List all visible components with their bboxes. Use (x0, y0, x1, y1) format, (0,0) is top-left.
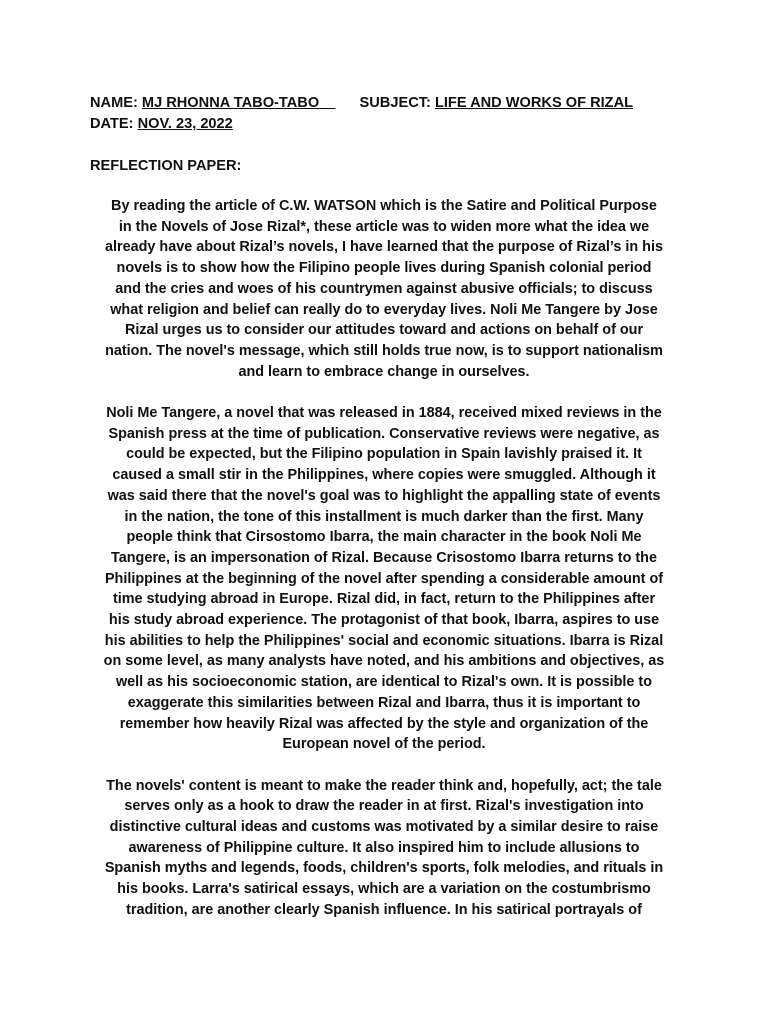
name-subject-line (90, 93, 678, 114)
text-line: his study abroad experience. The protagonist of that book, Ibarra, aspires to use (108, 612, 660, 629)
text-line: Noli Me Tangere, a novel that was released in 1884, received mixed reviews in the (106, 405, 662, 422)
paragraph-1 (90, 196, 678, 382)
text-line: and the cries and woes of his countrymen against abusive officials; to discuss (115, 280, 653, 297)
text-line: Tangere, is an impersonation of Rizal. Because Crisostomo Ibarra returns to the (111, 549, 657, 566)
text-line: was said there that the novel's goal was to highlight the appalling state of events (107, 487, 661, 504)
text-line: Spanish myths and legends, foods, children's sports, folk melodies, and rituals in (104, 860, 664, 877)
text-line: people think that Cirsostomo Ibarra, the main character in the book Noli Me (126, 529, 642, 546)
text-line: well as his socioeconomic station, are identical to Rizal's own. It is possible to (115, 674, 652, 691)
text-line: The novels' content is meant to make the reader think and, hopefully, act; the tale (106, 777, 662, 794)
text-line: remember how heavily Rizal was affected by the style and organization of the (119, 715, 649, 732)
text-line: exaggerate this similarities between Rizal and Ibarra, thus it is important to (127, 694, 641, 711)
subject-label: SUBJECT: (359, 95, 431, 111)
text-line: could be expected, but the Filipino population in Spain lavishly praised it. It (126, 446, 642, 463)
text-line: By reading the article of C.W. WATSON which is the Satire and Political Purpose (111, 198, 657, 214)
text-line: Rizal urges us to consider our attitudes toward and actions on behalf of our (124, 322, 644, 339)
subject-value: LIFE AND WORKS OF RIZAL (434, 95, 634, 111)
name-value: MJ RHONNA TABO-TABO (141, 95, 320, 111)
text-line: time studying abroad in Europe. Rizal did, in fact, return to the Philippines after (112, 591, 656, 608)
text-line: in the nation, the tone of this installment is much darker than the first. Many (124, 508, 644, 525)
name-label: NAME: (90, 95, 138, 111)
paragraph-2 (90, 403, 678, 755)
date-label: DATE: (90, 116, 134, 132)
paragraph-3 (90, 776, 678, 921)
text-line: his abilities to help the Philippines' social and economic situations. Ibarra is Rizal (104, 632, 664, 649)
text-line: tradition, are another clearly Spanish influence. In his satirical portrayals of (126, 901, 642, 918)
text-line: novels is to show how the Filipino people lives during Spanish colonial period (116, 260, 652, 277)
text-line: serves only as a hook to draw the reader in at first. Rizal's investigation into (124, 798, 644, 815)
text-line: in the Novels of Jose Rizal*, these article was to widen more what the idea we (118, 218, 650, 235)
date-line (90, 114, 678, 135)
text-line: already have about Rizal’s novels, I have learned that the purpose of Rizal’s in his (105, 239, 663, 256)
text-line: his books. Larra's satirical essays, which are a variation on the costumbrismo (117, 881, 651, 898)
text-line: Spanish press at the time of publication. Conservative reviews were negative, as (108, 425, 660, 442)
text-line: caused a small stir in the Philippines, where copies were smuggled. Although it (112, 467, 656, 484)
reflection-heading: REFLECTION PAPER: (90, 158, 242, 174)
text-line: distinctive cultural ideas and customs was motivated by a similar desire to raise (109, 819, 659, 836)
text-line: and learn to embrace change in ourselves. (238, 363, 530, 380)
text-line: European novel of the period. (282, 736, 486, 753)
text-line: on some level, as many analysts have noted, and his ambitions and objectives, as (103, 653, 665, 670)
text-line: awareness of Philippine culture. It also inspired him to include allusions to (128, 839, 640, 856)
text-line: nation. The novel's message, which still holds true now, is to support nationalism (105, 342, 663, 359)
text-line: what religion and belief can really do to everyday lives. Noli Me Tangere by Jose (110, 301, 658, 318)
date-value: NOV. 23, 2022 (137, 116, 233, 132)
text-line: Philippines at the beginning of the novel after spending a considerable amount of (104, 570, 664, 587)
